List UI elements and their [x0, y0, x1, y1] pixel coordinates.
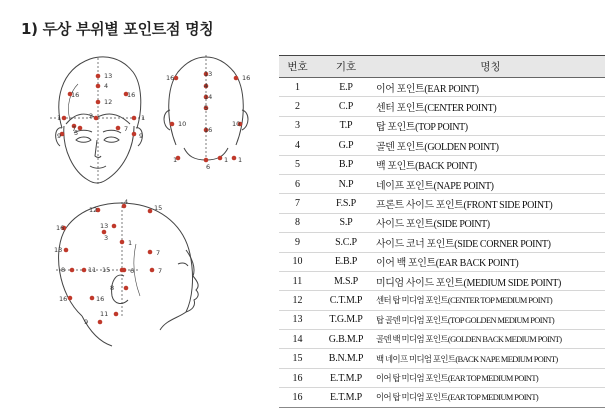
point-name-en: (SIDE CORNER POINT): [454, 238, 551, 250]
head-point-marker: [64, 248, 69, 253]
point-name: [376, 310, 605, 329]
point-name-ko: 이어 탑 미디엄 포인트: [376, 374, 448, 384]
point-code: S.P: [316, 213, 376, 232]
head-point-label: 11: [88, 266, 97, 274]
point-code: G.P: [316, 136, 376, 155]
head-point-marker: [120, 240, 125, 245]
point-number: 2: [279, 97, 316, 116]
table-row: [279, 252, 605, 271]
head-point-marker: [94, 116, 99, 121]
point-name-en: (CENTER TOP MEDIUM POINT): [447, 296, 553, 306]
head-point-label: 7: [156, 249, 161, 257]
point-name-ko: 골덴 백 미디엄 포인트: [376, 335, 448, 345]
head-point-marker: [116, 126, 121, 131]
head-point-label: 12: [104, 98, 113, 106]
point-name-en: (FRONT SIDE POINT): [463, 200, 553, 212]
table-row: [279, 213, 605, 232]
point-number: 7: [279, 194, 316, 213]
table-header-row: [279, 56, 605, 78]
point-number: 11: [279, 271, 316, 290]
head-point-label: 16: [242, 74, 251, 82]
head-point-label: 10: [232, 120, 241, 128]
point-name: [376, 368, 605, 387]
point-number: 3: [279, 116, 316, 135]
head-point-marker: [62, 116, 67, 121]
head-point-label: 13: [104, 72, 113, 80]
header-code: 기호: [316, 56, 376, 78]
point-code: B.N.M.P: [316, 349, 376, 368]
table-row: [279, 291, 605, 310]
head-point-marker: [122, 268, 127, 273]
head-point-marker: [78, 126, 83, 131]
point-name: [376, 136, 605, 155]
side-head-outline: [59, 203, 193, 316]
point-code: E.B.P: [316, 252, 376, 271]
point-name: [376, 78, 605, 97]
point-name: [376, 116, 605, 135]
page-title: 1) 두상 부위별 포인트점 명칭: [21, 20, 214, 38]
head-point-label: 6: [130, 267, 135, 275]
point-name-ko: 네이프 포인트: [376, 180, 434, 192]
front-left-eye: [76, 137, 91, 142]
point-name-en: (CENTER POINT): [424, 103, 497, 115]
point-name-ko: 이어 백 포인트: [376, 258, 436, 270]
head-point-label: 1: [173, 156, 178, 164]
head-point-label: 1: [141, 114, 146, 122]
point-number: 10: [279, 252, 316, 271]
point-name-ko: 백 네이프 미디엄 포인트: [376, 354, 456, 364]
point-number: 16: [279, 368, 316, 387]
head-point-label: 13: [54, 246, 63, 254]
side-face-profile: [160, 250, 198, 330]
point-name-ko: 골덴 포인트: [376, 141, 425, 153]
head-point-label: 1: [57, 114, 62, 122]
point-number: 8: [279, 213, 316, 232]
point-name-ko: 이어 포인트: [376, 83, 425, 95]
head-point-label: 5: [74, 129, 79, 137]
side-eye: [178, 263, 188, 266]
head-point-label: 16: [71, 91, 80, 99]
head-point-marker: [148, 209, 153, 214]
point-name-en: (GOLDEN POINT): [424, 141, 499, 153]
point-name: [376, 291, 605, 310]
head-point-marker: [234, 76, 239, 81]
head-point-marker: [204, 158, 209, 163]
head-point-label: 1: [224, 156, 229, 164]
head-point-marker: [112, 224, 117, 229]
point-name-en: (EAR TOP MEDIUM POINT): [447, 374, 539, 384]
head-point-marker: [68, 296, 73, 301]
head-point-marker: [96, 84, 101, 89]
head-point-label: 3: [104, 234, 109, 242]
point-name-ko: 백 포인트: [376, 161, 416, 173]
head-point-label: 7: [124, 125, 129, 133]
point-code: N.P: [316, 174, 376, 193]
point-name-en: (BACK NAPE MEDIUM POINT): [455, 354, 558, 364]
table-row: [279, 233, 605, 252]
head-point-marker: [132, 132, 137, 137]
side-head-view: [56, 202, 198, 346]
head-point-label: 16: [56, 224, 65, 232]
head-point-label: 4: [104, 82, 109, 90]
front-right-eye: [104, 137, 119, 142]
point-number: 14: [279, 330, 316, 349]
head-point-label: 15: [102, 266, 111, 274]
point-name: [376, 252, 605, 271]
point-code: C.T.M.P: [316, 291, 376, 310]
point-name: [376, 330, 605, 349]
point-name-ko: 사이드 포인트: [376, 219, 434, 231]
head-point-label: 6: [206, 163, 211, 171]
point-code: E.P: [316, 78, 376, 97]
table-row: [279, 136, 605, 155]
point-name: [376, 271, 605, 290]
point-name-ko: 탑 골덴 미디엄 포인트: [376, 315, 448, 325]
point-code: F.S.P: [316, 194, 376, 213]
table-row: [279, 310, 605, 329]
table-row: [279, 78, 605, 97]
point-code: G.B.M.P: [316, 330, 376, 349]
point-number: 9: [279, 233, 316, 252]
point-code: C.P: [316, 97, 376, 116]
point-number: 1: [279, 78, 316, 97]
point-number: 12: [279, 291, 316, 310]
head-point-label: 13: [204, 70, 213, 78]
head-point-label: 11: [100, 310, 109, 318]
point-name: [376, 233, 605, 252]
point-name-en: (GOLDEN BACK MEDIUM POINT): [447, 335, 562, 345]
header-no: 번호: [279, 56, 316, 78]
point-code: S.C.P: [316, 233, 376, 252]
head-point-marker: [174, 76, 179, 81]
point-name-ko: 센터 탑 미디엄 포인트: [376, 296, 448, 306]
head-point-label: 8: [110, 284, 115, 292]
head-point-marker: [124, 286, 129, 291]
point-name-ko: 이어 탑 미디엄 포인트: [376, 393, 448, 403]
head-point-marker: [132, 116, 137, 121]
point-name: [376, 213, 605, 232]
table-row: [279, 349, 605, 368]
head-point-label: 14: [204, 93, 213, 101]
point-name: [376, 194, 605, 213]
head-point-label: 12: [89, 206, 98, 214]
point-number: 5: [279, 155, 316, 174]
table-body: [279, 78, 605, 408]
point-code: T.P: [316, 116, 376, 135]
head-point-marker: [114, 312, 119, 317]
table-row: [279, 368, 605, 387]
point-name-en: (NAPE POINT): [433, 180, 494, 192]
head-point-label: 2: [89, 112, 94, 120]
point-name-en: (EAR POINT): [424, 83, 479, 95]
table-row: [279, 174, 605, 193]
head-point-label: 4: [204, 82, 209, 90]
point-name: [376, 388, 605, 407]
point-name-ko: 프론트 사이드 포인트: [376, 200, 464, 212]
point-name: [376, 97, 605, 116]
point-name-ko: 사이드 코너 포인트: [376, 238, 455, 250]
front-right-brow: [103, 130, 121, 133]
point-code: E.T.M.P: [316, 368, 376, 387]
header-name: 명칭: [376, 56, 605, 78]
point-name: [376, 349, 605, 368]
point-code: B.P: [316, 155, 376, 174]
point-code: M.S.P: [316, 271, 376, 290]
head-point-label: 9: [84, 318, 89, 326]
head-point-marker: [96, 74, 101, 79]
point-name-en: (BACK POINT): [415, 161, 477, 173]
head-point-label: 9: [57, 132, 62, 140]
point-number: 13: [279, 310, 316, 329]
head-point-marker: [82, 268, 87, 273]
head-point-marker: [148, 250, 153, 255]
head-point-marker: [232, 156, 237, 161]
table-row: [279, 155, 605, 174]
head-point-marker: [98, 320, 103, 325]
head-point-label: 7: [158, 267, 163, 275]
head-diagrams: [0, 0, 275, 409]
head-point-label: 5: [204, 104, 209, 112]
point-number: 6: [279, 174, 316, 193]
point-name-en: (TOP POINT): [415, 122, 468, 134]
point-number: 15: [279, 349, 316, 368]
point-name-ko: 탑 포인트: [376, 122, 416, 134]
head-point-label: 13: [100, 222, 109, 230]
head-point-marker: [90, 296, 95, 301]
head-point-label: 16: [96, 295, 105, 303]
head-point-label: 16: [127, 91, 136, 99]
head-point-label: 8: [61, 266, 66, 274]
head-point-label: 16: [166, 74, 175, 82]
point-name-en: (EAR TOP MEDIUM POINT): [447, 393, 539, 403]
head-point-label: 15: [154, 204, 163, 212]
table-row: [279, 330, 605, 349]
table-row: [279, 271, 605, 290]
point-code: T.G.M.P: [316, 310, 376, 329]
point-name: [376, 155, 605, 174]
head-point-label: 7: [72, 125, 77, 133]
table-row: [279, 97, 605, 116]
head-point-label: 9: [139, 132, 144, 140]
front-hair-side: [68, 84, 78, 120]
head-point-label: 10: [178, 120, 187, 128]
head-point-marker: [170, 122, 175, 127]
point-name-en: (EAR BACK POINT): [435, 258, 519, 270]
head-point-label: 16: [59, 295, 68, 303]
head-point-label: 1: [128, 239, 133, 247]
point-name: [376, 174, 605, 193]
head-point-label: 16: [204, 126, 213, 134]
head-point-marker: [218, 156, 223, 161]
head-point-label: 4: [124, 198, 129, 206]
table-row: [279, 194, 605, 213]
point-name-ko: 미디엄 사이드 포인트: [376, 277, 464, 289]
head-point-marker: [150, 268, 155, 273]
point-name-en: (TOP GOLDEN MEDIUM POINT): [447, 315, 555, 325]
point-name-en: (MEDIUM SIDE POINT): [463, 277, 561, 289]
point-name-ko: 센터 포인트: [376, 103, 425, 115]
head-point-label: 1: [238, 156, 243, 164]
head-point-marker: [70, 268, 75, 273]
table-row: [279, 388, 605, 407]
point-code: E.T.M.P: [316, 388, 376, 407]
point-name-en: (SIDE POINT): [433, 219, 490, 231]
point-number: 4: [279, 136, 316, 155]
point-name-table: [279, 55, 605, 408]
head-point-marker: [96, 100, 101, 105]
table-row: [279, 116, 605, 135]
point-number: 16: [279, 388, 316, 407]
